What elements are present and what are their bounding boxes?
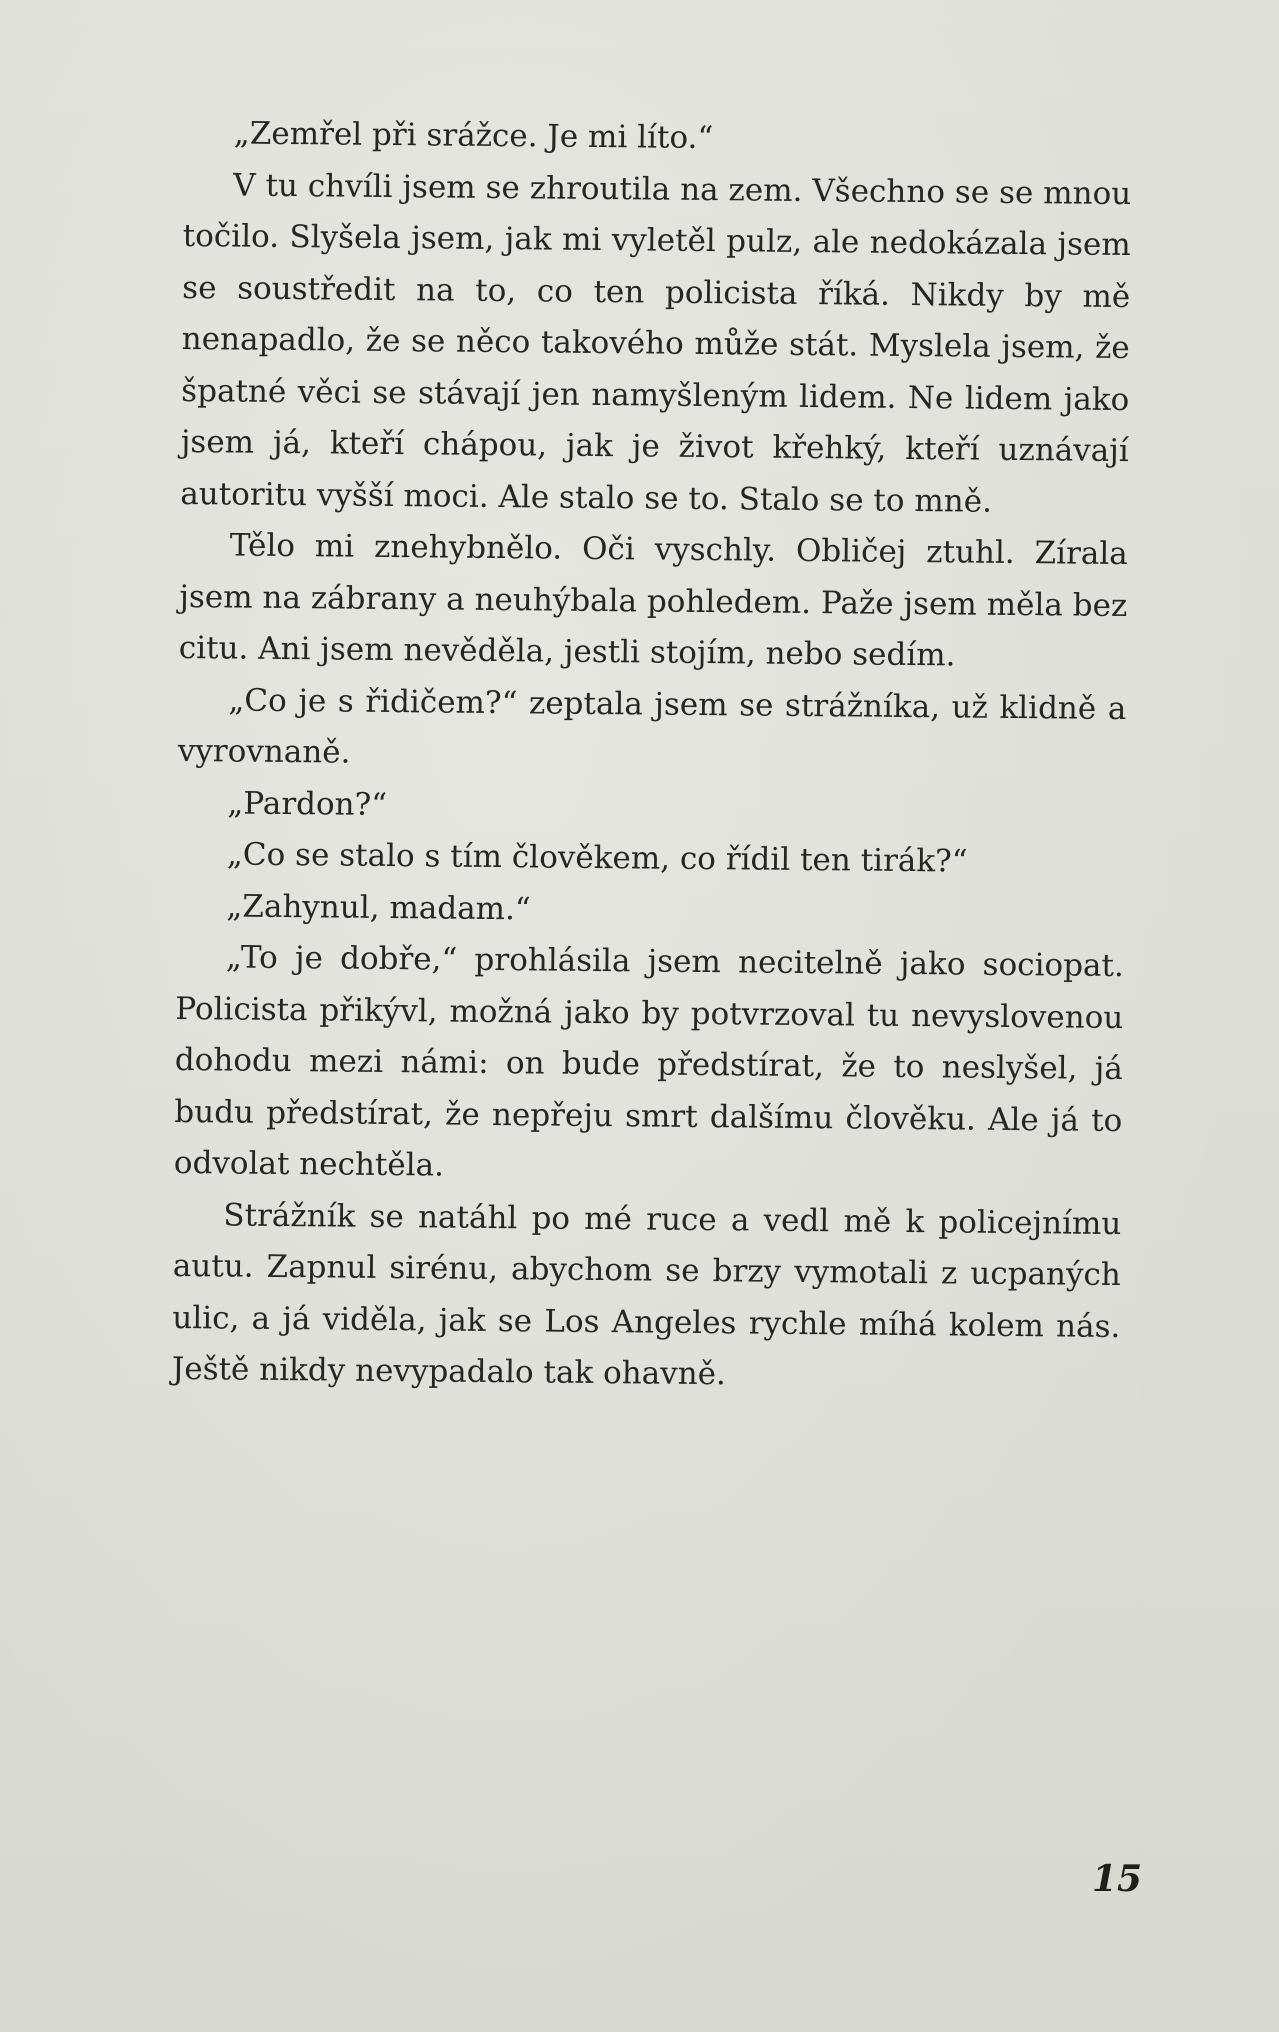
paragraph-3: Tělo mi znehybnělo. Oči vyschly. Obličej ztuhl. Zírala jsem na zábrany a neuhýbala pohledem. Paže jsem měla bez citu. Ani jsem nevěděla, jestli stojím, nebo sedím. bbox=[178, 527, 1128, 674]
paragraph-7: „Zahynul, madam.“ bbox=[226, 887, 531, 927]
page-number: 15 bbox=[1092, 1858, 1143, 1900]
paragraph-2: V tu chvíli jsem se zhroutila na zem. Všechno se se mnou točilo. Slyšela jsem, jak mi vyletěl pulz, ale nedokázala jsem se soustředit na to, co ten policista říká. Nikdy by mě nenapadlo, že se něco takového může stát. Myslela jsem, že špatné věci se stávají jen namyšleným lidem. Ne lidem jako jsem já, kteří chápou, jak je život křehký, kteří uznávají autoritu vyšší moci. Ale stalo se to. Stalo se to mně. bbox=[180, 166, 1132, 520]
paragraph-8: „To je dobře,“ prohlásila jsem necitelně jako sociopat. Policista přikývl, možná jako by potvrzoval tu nevyslovenou dohodu mezi námi: on bude předstírat, že to neslyšel, já budu předstírat, že nepřeju smrt dalšímu člověku. Ale já to odvolat nechtěla. bbox=[173, 939, 1124, 1184]
paragraph-5: „Pardon?“ bbox=[227, 784, 388, 823]
paragraph-9: Strážník se natáhl po mé ruce a vedl mě k policejnímu autu. Zapnul sirénu, abychom se brzy vymotali z ucpaných ulic, a já viděla, jak se Los Angeles rychle míhá kolem nás. Ještě nikdy nevypadalo tak ohavně. bbox=[171, 1196, 1122, 1393]
paragraph-1: „Zemřel při srážce. Je mi líto.“ bbox=[233, 115, 714, 157]
body-text bbox=[172, 108, 1132, 1405]
paragraph-4: „Co je s řidičem?“ zeptala jsem se strážníka, už klidně a vyrovnaně. bbox=[177, 681, 1127, 771]
paragraph-6: „Co se stalo s tím člověkem, co řídil ten tirák?“ bbox=[226, 836, 968, 880]
